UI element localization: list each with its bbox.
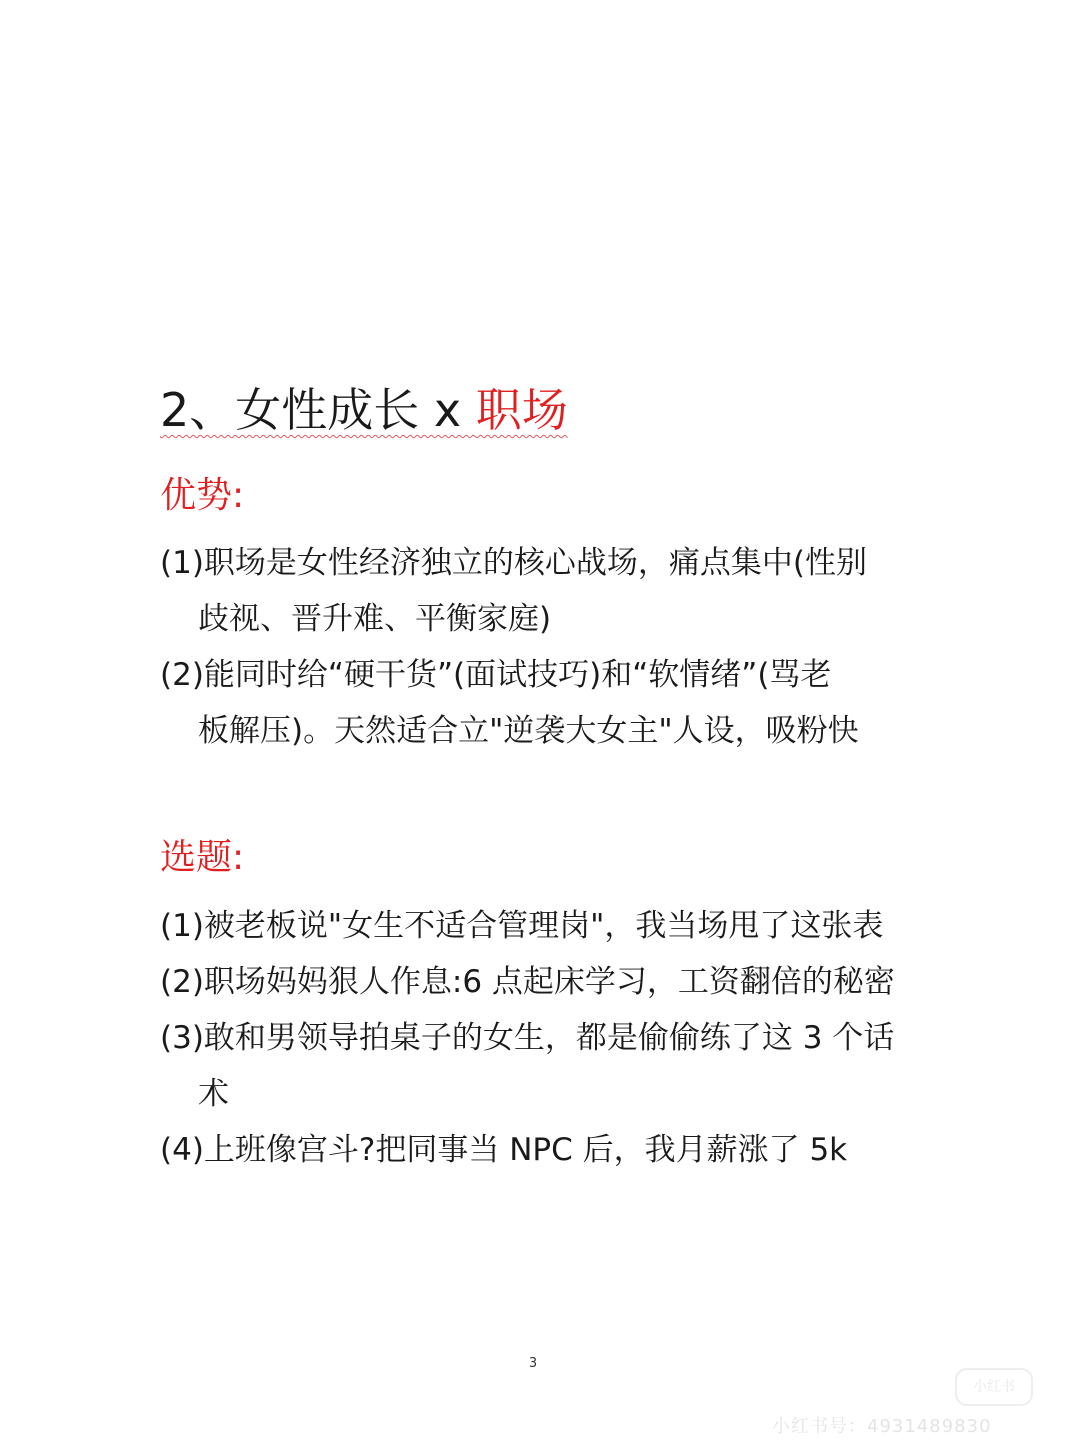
advantage-item-1-line1: (1)职场是女性经济独立的核心战场，痛点集中(性别 <box>160 545 868 581</box>
topic-item-1 <box>160 898 920 954</box>
advantage-item-2 <box>160 647 920 759</box>
topic-item-2-line1: (2)职场妈妈狠人作息:6 点起床学习，工资翻倍的秘密 <box>160 964 895 1000</box>
topic-item-2 <box>160 954 920 1010</box>
topics-heading: 选题: <box>160 837 245 878</box>
page-number: 3 <box>528 1356 538 1371</box>
topic-item-3-line1: (3)敢和男领导拍桌子的女生，都是偷偷练了这 3 个话 <box>160 1020 895 1056</box>
advantages-heading: 优势: <box>160 475 245 516</box>
topic-item-4-line1: (4)上班像宫斗?把同事当 NPC 后，我月薪涨了 5k <box>160 1132 848 1168</box>
advantage-item-1 <box>160 535 920 647</box>
topic-item-3 <box>160 1010 920 1122</box>
topic-item-3-line2: 术 <box>198 1076 229 1112</box>
watermark-logo: 小红书 <box>955 1368 1033 1406</box>
title-prefix: 2、女性成长 x <box>160 383 476 437</box>
title-accent: 职场 <box>475 383 568 437</box>
topic-item-4 <box>160 1122 920 1178</box>
advantage-item-2-line1: (2)能同时给“硬干货”(面试技巧)和“软情绪”(骂老 <box>160 657 832 693</box>
advantage-item-2-line2: 板解压)。天然适合立"逆袭大女主"人设，吸粉快 <box>198 713 859 749</box>
topic-item-1-line1: (1)被老板说"女生不适合管理岗"，我当场甩了这张表 <box>160 908 884 944</box>
watermark-text: 小红书号：4931489830 <box>772 1416 992 1437</box>
page-title <box>160 380 568 440</box>
title-underlined <box>160 383 568 437</box>
advantage-item-1-line2: 歧视、晋升难、平衡家庭) <box>198 601 552 637</box>
